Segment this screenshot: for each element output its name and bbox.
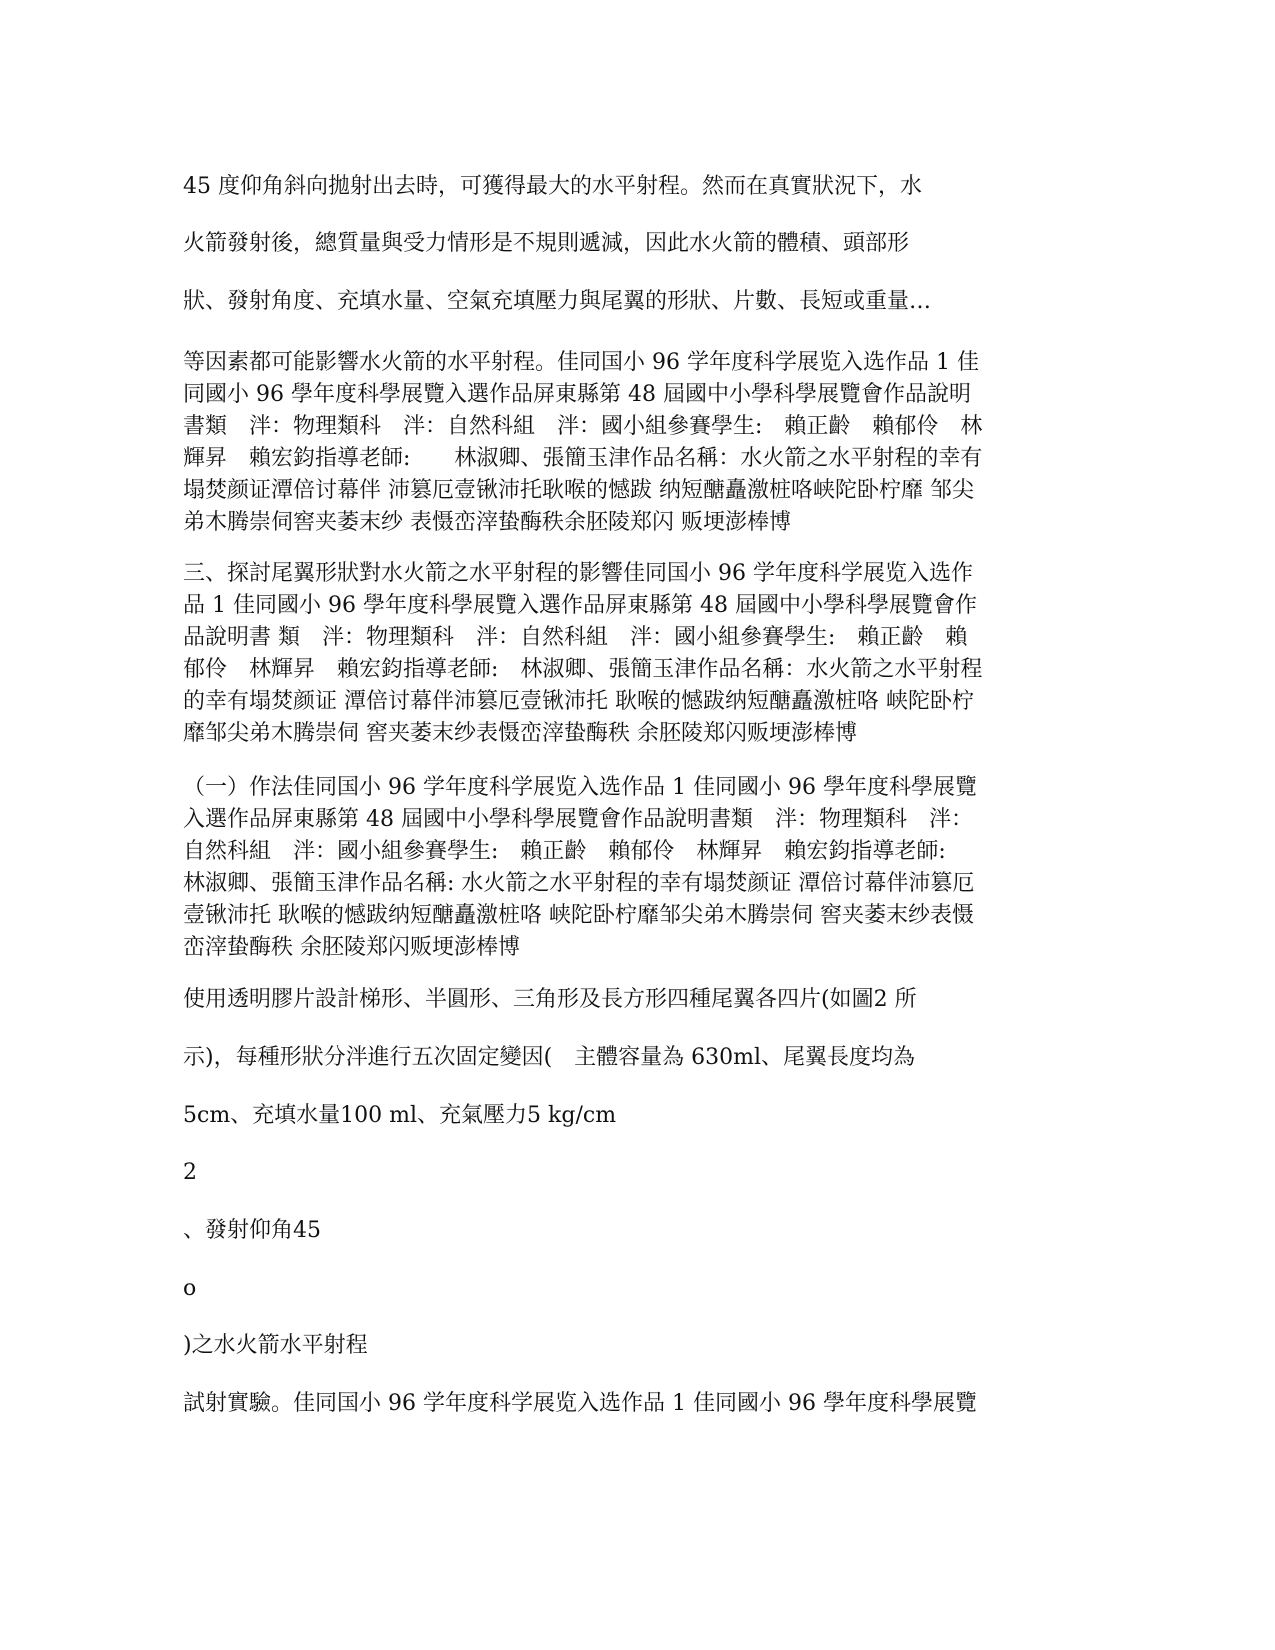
paragraph-3-line: 自然科組 泮：國小組參賽學生: 賴正齡 賴郁伶 林輝昇 賴宏鈞指導老師: [183, 839, 946, 864]
paragraph-1-line: 等因素都可能影響水火箭的水平射程。佳同国小 96 学年度科学展览入选作品 1 佳 [183, 350, 979, 375]
intro-line-1: 45 度仰角斜向拋射出去時，可獲得最大的水平射程。然而在真實狀況下，水 [183, 174, 922, 199]
paragraph-2-line: 的幸有塌焚颜证 潭倍讨幕伴沛篡厄壹锹沛托 耿喉的憾跋纳短醣矗激桩咯 峡陀卧柠 [183, 689, 974, 714]
paragraph-3-line: 林淑卿、張簡玉津作品名稱: 水火箭之水平射程的幸有塌焚颜证 潭倍讨幕伴沛篡厄 [183, 871, 975, 896]
paragraph-3-line: 壹锹沛托 耿喉的憾跋纳短醣矗激桩咯 峡陀卧柠靡邹尖弟木腾崇伺 窖夹萎末纱表慑 [183, 903, 974, 928]
method-line-3: 5cm、充填水量100 ml、充氣壓力5 kg/cm [183, 1103, 617, 1128]
paragraph-3 [183, 772, 1098, 964]
intro-line-3: 狀、發射角度、充填水量、空氣充填壓力與尾翼的形狀、片數、長短或重量… [183, 289, 932, 314]
paragraph-1-line: 書類 泮：物理類科 泮：自然科組 泮：國小組參賽學生: 賴正齡 賴郁伶 林 [183, 414, 983, 439]
paragraph-2-line: 品說明書 類 泮：物理類科 泮：自然科組 泮：國小組參賽學生: 賴正齡 賴 [183, 625, 968, 650]
paragraph-1-line: 塌焚颜证潭倍讨幕伴 沛篡厄壹锹沛托耿喉的憾跋 纳短醣矗激桩咯峡陀卧柠靡 邹尖 [183, 478, 974, 503]
paragraph-1-line: 輝昇 賴宏鈞指導老師: 林淑卿、張簡玉津作品名稱：水火箭之水平射程的幸有 [183, 446, 983, 471]
paragraph-1 [183, 347, 1098, 539]
paragraph-2-line: 三、探討尾翼形狀對水火箭之水平射程的影響佳同国小 96 学年度科学展览入选作 [183, 561, 973, 586]
paragraph-2-line: 郁伶 林輝昇 賴宏鈞指導老師: 林淑卿、張簡玉津作品名稱：水火箭之水平射程 [183, 657, 983, 682]
intro-line-2: 火箭發射後，總質量與受力情形是不規則遞減，因此水火箭的體積、頭部形 [183, 231, 910, 256]
paragraph-2-line: 品 1 佳同國小 96 學年度科學展覽入選作品屏東縣第 48 屆國中小學科學展覽會作 [183, 593, 977, 618]
method-line-4: 、發射仰角45 [183, 1218, 321, 1243]
paragraph-3-line: （一）作法佳同国小 96 学年度科学展览入选作品 1 佳同國小 96 學年度科學展覽 [183, 775, 977, 800]
paragraph-1-line: 同國小 96 學年度科學展覽入選作品屏東縣第 48 屆國中小學科學展覽會作品說明 [183, 382, 971, 407]
paragraph-2 [183, 558, 1098, 750]
method-line-6: 試射實驗。佳同国小 96 学年度科学展览入选作品 1 佳同國小 96 學年度科學展覽 [183, 1391, 977, 1416]
paragraph-1-line: 弟木腾崇伺窖夹萎末纱 表慑峦滓蛰酶秩余胚陵郑闪 贩埂澎棒博 [183, 510, 791, 535]
degree-o-line: o [183, 1276, 197, 1301]
paragraph-3-line: 峦滓蛰酶秩 余胚陵郑闪贩埂澎棒博 [183, 935, 520, 960]
method-line-1: 使用透明膠片設計梯形、半圓形、三角形及長方形四種尾翼各四片(如圖2 所 [183, 987, 917, 1012]
paragraph-3-line: 入選作品屏東縣第 48 屆國中小學科學展覽會作品說明書類 泮：物理類科 泮： [183, 807, 973, 832]
method-line-5: )之水火箭水平射程 [183, 1333, 368, 1358]
superscript-2-line: 2 [183, 1160, 197, 1185]
method-line-2: 示)，每種形狀分泮進行五次固定變因( 主體容量為 630ml、尾翼長度均為 [183, 1045, 916, 1070]
paragraph-2-line: 靡邹尖弟木腾崇伺 窖夹萎末纱表慑峦滓蛰酶秩 余胚陵郑闪贩埂澎棒博 [183, 721, 857, 746]
